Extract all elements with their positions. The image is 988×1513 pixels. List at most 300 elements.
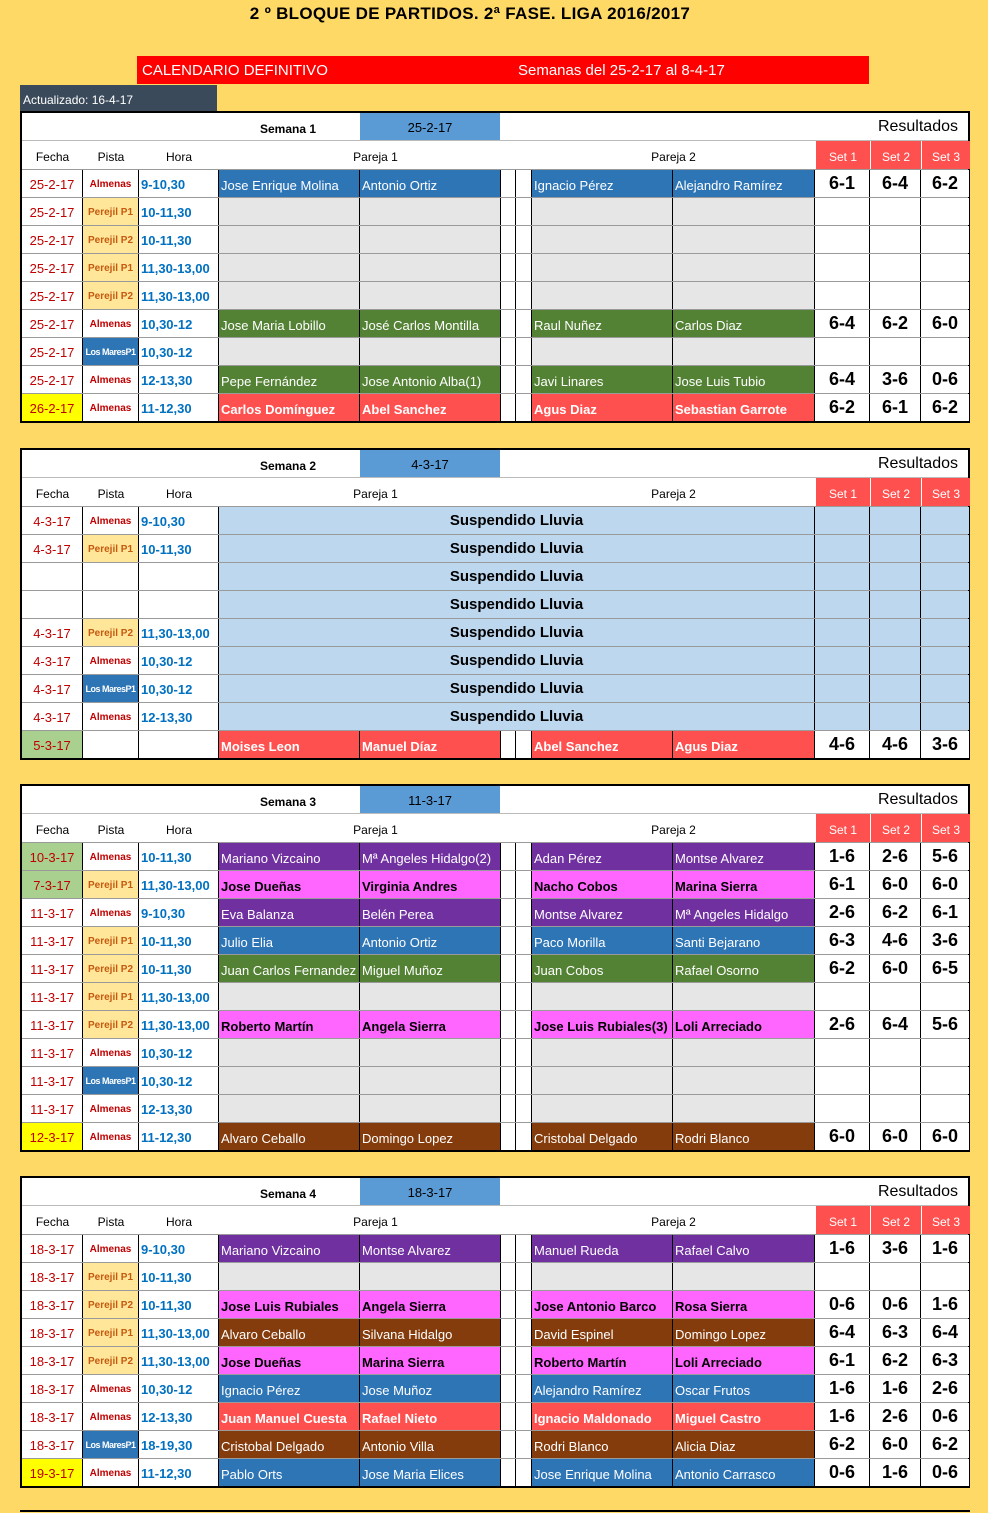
pareja1-player-b: Virginia Andres: [360, 871, 501, 898]
separator-cell: [501, 1095, 516, 1122]
set3-score: 1-6: [921, 1235, 969, 1262]
separator-cell: [501, 254, 516, 281]
fecha-cell: 11-3-17: [22, 1067, 83, 1094]
pareja1-player-a: Jose Dueñas: [219, 871, 360, 898]
fecha-cell: 18-3-17: [22, 1291, 83, 1318]
fecha-cell: 25-2-17: [22, 338, 83, 365]
pareja1-player-a: [219, 1067, 360, 1094]
set1-cell: [815, 647, 870, 674]
set3-score: 5-6: [921, 1011, 969, 1038]
set2-score: 1-6: [870, 1375, 921, 1402]
pista-cell: Almenas: [83, 899, 139, 926]
set1-score: 0-6: [815, 1459, 870, 1486]
pista-cell: Almenas: [83, 1095, 139, 1122]
hora-cell: 12-13,30: [139, 1403, 219, 1430]
col-set3: Set 3: [921, 478, 970, 506]
set3-score: [921, 226, 969, 253]
pareja2-player-a: David Espinel: [532, 1319, 673, 1346]
set1-cell: [815, 535, 870, 562]
pareja2-player-b: [673, 1263, 815, 1290]
set2-score: 6-0: [870, 1431, 921, 1458]
match-row: [22, 506, 968, 534]
suspended-cell: Suspendido Lluvia: [219, 703, 815, 730]
set2-score: 2-6: [870, 1403, 921, 1430]
col-pista: Pista: [97, 1215, 125, 1229]
pareja1-player-a: Carlos Domínguez: [219, 394, 360, 421]
set2-score: 6-1: [870, 394, 921, 421]
pareja1-player-a: Alvaro Ceballo: [219, 1319, 360, 1346]
pareja1-player-a: Cristobal Delgado: [219, 1431, 360, 1458]
match-row: [22, 197, 968, 225]
fecha-cell: 4-3-17: [22, 647, 83, 674]
pareja2-player-b: Marina Sierra: [673, 871, 815, 898]
pareja2-player-a: [532, 282, 673, 309]
set2-cell: [870, 563, 921, 590]
pareja2-player-a: Nacho Cobos: [532, 871, 673, 898]
pareja1-player-b: Jose Antonio Alba(1): [360, 366, 501, 393]
set2-score: 6-3: [870, 1319, 921, 1346]
pareja2-player-b: Alejandro Ramírez: [673, 170, 815, 197]
pareja1-player-a: Julio Elia: [219, 927, 360, 954]
set1-score: 6-2: [815, 955, 870, 982]
separator-cell: [501, 338, 516, 365]
hora-cell: 10,30-12: [139, 1375, 219, 1402]
hora-cell: 10-11,30: [139, 226, 219, 253]
fecha-cell: 10-3-17: [22, 843, 83, 870]
pista-cell: [83, 731, 139, 758]
pareja2-player-a: Adan Pérez: [532, 843, 673, 870]
pista-cell: Almenas: [83, 1403, 139, 1430]
set1-score: 1-6: [815, 1375, 870, 1402]
pareja2-player-b: [673, 254, 815, 281]
separator-cell: [501, 1375, 516, 1402]
hora-cell: [139, 563, 219, 590]
pista-cell: Perejil P1: [83, 198, 139, 225]
col-pista: Pista: [97, 487, 125, 501]
match-row: [22, 842, 968, 870]
pareja2-player-a: Jose Luis Rubiales(3): [532, 1011, 673, 1038]
set2-score: 6-0: [870, 1123, 921, 1150]
pareja2-player-a: Jose Antonio Barco: [532, 1291, 673, 1318]
set1-score: [815, 1095, 870, 1122]
hora-cell: 10-11,30: [139, 1291, 219, 1318]
col-pista: Pista: [97, 823, 125, 837]
separator-cell: [516, 226, 532, 253]
set3-score: 3-6: [921, 927, 969, 954]
pareja1-player-a: Pepe Fernández: [219, 366, 360, 393]
pareja2-player-a: Jose Enrique Molina: [532, 1459, 673, 1486]
separator-cell: [501, 394, 516, 421]
pista-cell: Almenas: [83, 1039, 139, 1066]
set2-score: [870, 226, 921, 253]
set1-score: [815, 338, 870, 365]
fecha-cell: 4-3-17: [22, 675, 83, 702]
set2-cell: [870, 591, 921, 618]
pareja2-player-b: Miguel Castro: [673, 1403, 815, 1430]
pista-cell: Almenas: [83, 1123, 139, 1150]
separator-cell: [516, 1319, 532, 1346]
set3-score: 3-6: [921, 731, 969, 758]
pareja2-player-a: Paco Morilla: [532, 927, 673, 954]
pareja1-player-a: [219, 983, 360, 1010]
match-row: [22, 1066, 968, 1094]
pareja1-player-a: [219, 282, 360, 309]
col-hora: Hora: [165, 150, 192, 164]
pareja1-player-a: [219, 254, 360, 281]
pareja1-player-a: Mariano Vizcaino: [219, 1235, 360, 1262]
pareja2-player-b: [673, 338, 815, 365]
fecha-cell: 19-3-17: [22, 1459, 83, 1486]
pista-cell: Almenas: [83, 310, 139, 337]
set3-cell: [921, 535, 969, 562]
set2-score: [870, 1263, 921, 1290]
column-headers: [22, 1206, 968, 1234]
page-title: 2 º BLOQUE DE PARTIDOS. 2ª FASE. LIGA 2016/2017: [249, 4, 691, 23]
set2-cell: [870, 647, 921, 674]
separator-cell: [516, 871, 532, 898]
separator-cell: [516, 310, 532, 337]
pareja2-player-b: Domingo Lopez: [673, 1319, 815, 1346]
set2-score: 6-0: [870, 871, 921, 898]
set1-score: 6-4: [815, 1319, 870, 1346]
pareja1-player-b: [360, 254, 501, 281]
week-name: Semana 3: [260, 795, 317, 809]
hora-cell: 11,30-13,00: [139, 282, 219, 309]
fecha-cell: 11-3-17: [22, 955, 83, 982]
match-row: [22, 702, 968, 730]
separator-cell: [501, 1319, 516, 1346]
col-set3: Set 3: [921, 814, 970, 842]
pista-cell: Almenas: [83, 366, 139, 393]
set3-cell: [921, 675, 969, 702]
pista-cell: Almenas: [83, 647, 139, 674]
pareja1-player-b: Abel Sanchez: [360, 394, 501, 421]
set1-score: 0-6: [815, 1291, 870, 1318]
pareja1-player-b: Antonio Ortiz: [360, 927, 501, 954]
separator-cell: [501, 1235, 516, 1262]
hora-cell: 10,30-12: [139, 338, 219, 365]
pista-cell: [83, 591, 139, 618]
set1-score: [815, 254, 870, 281]
pista-cell: Los MaresP1: [83, 1067, 139, 1094]
separator-cell: [516, 366, 532, 393]
pareja2-player-a: Raul Nuñez: [532, 310, 673, 337]
col-set2: Set 2: [870, 814, 921, 842]
hora-cell: 11-12,30: [139, 1459, 219, 1486]
hora-cell: 11,30-13,00: [139, 619, 219, 646]
pista-cell: Perejil P2: [83, 282, 139, 309]
match-row: [22, 1010, 968, 1038]
week-table: [20, 111, 970, 423]
set1-score: [815, 198, 870, 225]
set1-cell: [815, 619, 870, 646]
match-row: [22, 253, 968, 281]
pareja2-player-b: Rafael Osorno: [673, 955, 815, 982]
set3-score: 6-2: [921, 170, 969, 197]
fecha-cell: 11-3-17: [22, 1095, 83, 1122]
set2-score: 6-2: [870, 899, 921, 926]
separator-cell: [501, 226, 516, 253]
set2-score: [870, 1067, 921, 1094]
pareja2-player-b: Antonio Carrasco: [673, 1459, 815, 1486]
set1-score: 1-6: [815, 1235, 870, 1262]
set1-score: 6-1: [815, 1347, 870, 1374]
match-row: [22, 365, 968, 393]
match-row: [22, 393, 968, 421]
fecha-cell: 25-2-17: [22, 198, 83, 225]
pareja1-player-b: [360, 198, 501, 225]
fecha-cell: 18-3-17: [22, 1375, 83, 1402]
hora-cell: 10-11,30: [139, 843, 219, 870]
pareja1-player-a: Jose Maria Lobillo: [219, 310, 360, 337]
set3-score: 6-0: [921, 1123, 969, 1150]
set1-cell: [815, 563, 870, 590]
col-fecha: Fecha: [35, 1215, 70, 1229]
set2-score: 6-0: [870, 955, 921, 982]
separator-cell: [516, 1067, 532, 1094]
fecha-cell: 12-3-17: [22, 1123, 83, 1150]
col-fecha: Fecha: [35, 150, 70, 164]
col-hora: Hora: [165, 1215, 192, 1229]
pareja2-player-b: [673, 1067, 815, 1094]
pareja1-player-a: Jose Dueñas: [219, 1347, 360, 1374]
pareja2-player-a: [532, 338, 673, 365]
fecha-cell: 25-2-17: [22, 254, 83, 281]
col-pareja1: Pareja 1: [353, 1215, 398, 1229]
pareja1-player-a: Jose Luis Rubiales: [219, 1291, 360, 1318]
col-pareja2: Pareja 2: [651, 823, 696, 837]
separator-cell: [501, 731, 516, 758]
results-label: Resultados: [877, 118, 958, 135]
pista-cell: Perejil P2: [83, 955, 139, 982]
set3-cell: [921, 507, 969, 534]
pareja2-player-b: Rodri Blanco: [673, 1123, 815, 1150]
hora-cell: 9-10,30: [139, 1235, 219, 1262]
set1-score: 2-6: [815, 899, 870, 926]
pista-cell: Almenas: [83, 843, 139, 870]
hora-cell: 11,30-13,00: [139, 254, 219, 281]
pareja1-player-a: Roberto Martín: [219, 1011, 360, 1038]
set2-cell: [870, 703, 921, 730]
pareja1-player-a: Eva Balanza: [219, 899, 360, 926]
pareja1-player-b: [360, 983, 501, 1010]
match-row: [22, 926, 968, 954]
set2-score: 2-6: [870, 843, 921, 870]
results-label: Resultados: [877, 1183, 958, 1200]
match-row: [22, 674, 968, 702]
fecha-cell: 11-3-17: [22, 1039, 83, 1066]
separator-cell: [516, 1347, 532, 1374]
pareja1-player-b: Domingo Lopez: [360, 1123, 501, 1150]
hora-cell: 10,30-12: [139, 675, 219, 702]
pareja1-player-a: Juan Manuel Cuesta: [219, 1403, 360, 1430]
fecha-cell: 11-3-17: [22, 899, 83, 926]
separator-cell: [501, 1067, 516, 1094]
col-fecha: Fecha: [35, 823, 70, 837]
pista-cell: Perejil P2: [83, 619, 139, 646]
hora-cell: 11,30-13,00: [139, 1347, 219, 1374]
set3-score: [921, 254, 969, 281]
separator-cell: [516, 1011, 532, 1038]
fecha-cell: 25-2-17: [22, 170, 83, 197]
pareja1-player-b: [360, 1039, 501, 1066]
set3-cell: [921, 703, 969, 730]
separator-cell: [516, 1123, 532, 1150]
banner-left-text: CALENDARIO DEFINITIVO: [142, 62, 328, 79]
fecha-cell: 11-3-17: [22, 927, 83, 954]
separator-cell: [501, 1123, 516, 1150]
match-row: [22, 1290, 968, 1318]
pareja2-player-b: Sebastian Garrote: [673, 394, 815, 421]
set3-score: [921, 198, 969, 225]
set3-score: [921, 282, 969, 309]
pareja1-player-b: Jose Maria Elices: [360, 1459, 501, 1486]
separator-cell: [501, 1039, 516, 1066]
separator-cell: [501, 282, 516, 309]
set1-cell: [815, 591, 870, 618]
hora-cell: 10,30-12: [139, 1067, 219, 1094]
set1-score: 2-6: [815, 1011, 870, 1038]
pareja2-player-b: Santi Bejarano: [673, 927, 815, 954]
col-pareja2: Pareja 2: [651, 150, 696, 164]
pareja1-player-a: Alvaro Ceballo: [219, 1123, 360, 1150]
hora-cell: 10-11,30: [139, 927, 219, 954]
suspended-cell: Suspendido Lluvia: [219, 507, 815, 534]
match-row: [22, 1402, 968, 1430]
pareja1-player-a: [219, 1263, 360, 1290]
separator-cell: [516, 170, 532, 197]
set1-cell: [815, 675, 870, 702]
pareja2-player-a: Manuel Rueda: [532, 1235, 673, 1262]
pareja2-player-b: Rafael Calvo: [673, 1235, 815, 1262]
pareja1-player-b: [360, 1095, 501, 1122]
pareja2-player-b: [673, 1095, 815, 1122]
column-headers: [22, 478, 968, 506]
separator-cell: [516, 1291, 532, 1318]
pista-cell: Perejil P1: [83, 871, 139, 898]
match-row: [22, 982, 968, 1010]
hora-cell: 10-11,30: [139, 198, 219, 225]
fecha-cell: 4-3-17: [22, 619, 83, 646]
suspended-cell: Suspendido Lluvia: [219, 535, 815, 562]
match-row: [22, 281, 968, 309]
hora-cell: 10,30-12: [139, 647, 219, 674]
pareja1-player-a: [219, 1039, 360, 1066]
set1-cell: [815, 703, 870, 730]
match-row: [22, 309, 968, 337]
col-set3: Set 3: [921, 1206, 970, 1234]
separator-cell: [516, 282, 532, 309]
fecha-cell: 18-3-17: [22, 1319, 83, 1346]
pista-cell: Almenas: [83, 394, 139, 421]
pareja1-player-b: Miguel Muñoz: [360, 955, 501, 982]
pareja2-player-b: Agus Diaz: [673, 731, 815, 758]
pareja1-player-b: Silvana Hidalgo: [360, 1319, 501, 1346]
set2-score: 6-4: [870, 170, 921, 197]
set3-score: 0-6: [921, 1403, 969, 1430]
set1-score: [815, 226, 870, 253]
match-row: [22, 1374, 968, 1402]
pareja2-player-b: [673, 983, 815, 1010]
pareja2-player-b: Rosa Sierra: [673, 1291, 815, 1318]
pareja2-player-a: Cristobal Delgado: [532, 1123, 673, 1150]
set2-score: 3-6: [870, 1235, 921, 1262]
fecha-cell: 18-3-17: [22, 1347, 83, 1374]
set3-score: [921, 1263, 969, 1290]
week-name: Semana 4: [260, 1187, 317, 1201]
fecha-cell: 25-2-17: [22, 310, 83, 337]
pista-cell: Perejil P1: [83, 983, 139, 1010]
pareja1-player-b: Belén Perea: [360, 899, 501, 926]
week-table: [20, 784, 970, 1152]
separator-cell: [501, 899, 516, 926]
week-date: 25-2-17: [360, 113, 500, 140]
fecha-cell: 18-3-17: [22, 1431, 83, 1458]
week-header: [22, 113, 968, 141]
set3-score: 0-6: [921, 1459, 969, 1486]
pareja1-player-b: [360, 282, 501, 309]
pareja1-player-a: Mariano Vizcaino: [219, 843, 360, 870]
set3-cell: [921, 563, 969, 590]
set1-cell: [815, 507, 870, 534]
calendar-banner: [137, 56, 869, 84]
set3-score: 6-0: [921, 310, 969, 337]
match-row: [22, 954, 968, 982]
set3-score: 5-6: [921, 843, 969, 870]
pareja1-player-b: Rafael Nieto: [360, 1403, 501, 1430]
pareja1-player-a: [219, 226, 360, 253]
hora-cell: 12-13,30: [139, 703, 219, 730]
match-row: [22, 225, 968, 253]
hora-cell: 10,30-12: [139, 310, 219, 337]
separator-cell: [516, 198, 532, 225]
set2-score: 4-6: [870, 731, 921, 758]
set1-score: [815, 1263, 870, 1290]
set3-score: [921, 1067, 969, 1094]
week-table: [20, 448, 970, 760]
set2-score: [870, 198, 921, 225]
set2-score: 6-2: [870, 310, 921, 337]
set3-cell: [921, 647, 969, 674]
set2-score: 3-6: [870, 366, 921, 393]
fecha-cell: [22, 591, 83, 618]
pareja1-player-a: Ignacio Pérez: [219, 1375, 360, 1402]
separator-cell: [516, 843, 532, 870]
match-row: [22, 1234, 968, 1262]
suspended-cell: Suspendido Lluvia: [219, 563, 815, 590]
separator-cell: [516, 731, 532, 758]
week-header: [22, 450, 968, 478]
pista-cell: Los MaresP1: [83, 1431, 139, 1458]
col-set1: Set 1: [815, 814, 870, 842]
separator-cell: [516, 394, 532, 421]
pareja2-player-a: [532, 226, 673, 253]
pista-cell: Perejil P2: [83, 1347, 139, 1374]
match-row: [22, 1318, 968, 1346]
set2-score: [870, 1095, 921, 1122]
set1-score: 6-4: [815, 366, 870, 393]
col-hora: Hora: [165, 487, 192, 501]
pareja2-player-a: Ignacio Pérez: [532, 170, 673, 197]
pareja1-player-a: Pablo Orts: [219, 1459, 360, 1486]
set2-score: 4-6: [870, 927, 921, 954]
pareja2-player-b: [673, 282, 815, 309]
match-row: [22, 1038, 968, 1066]
separator-cell: [501, 955, 516, 982]
separator-cell: [516, 927, 532, 954]
set3-cell: [921, 619, 969, 646]
fecha-cell: 26-2-17: [22, 394, 83, 421]
